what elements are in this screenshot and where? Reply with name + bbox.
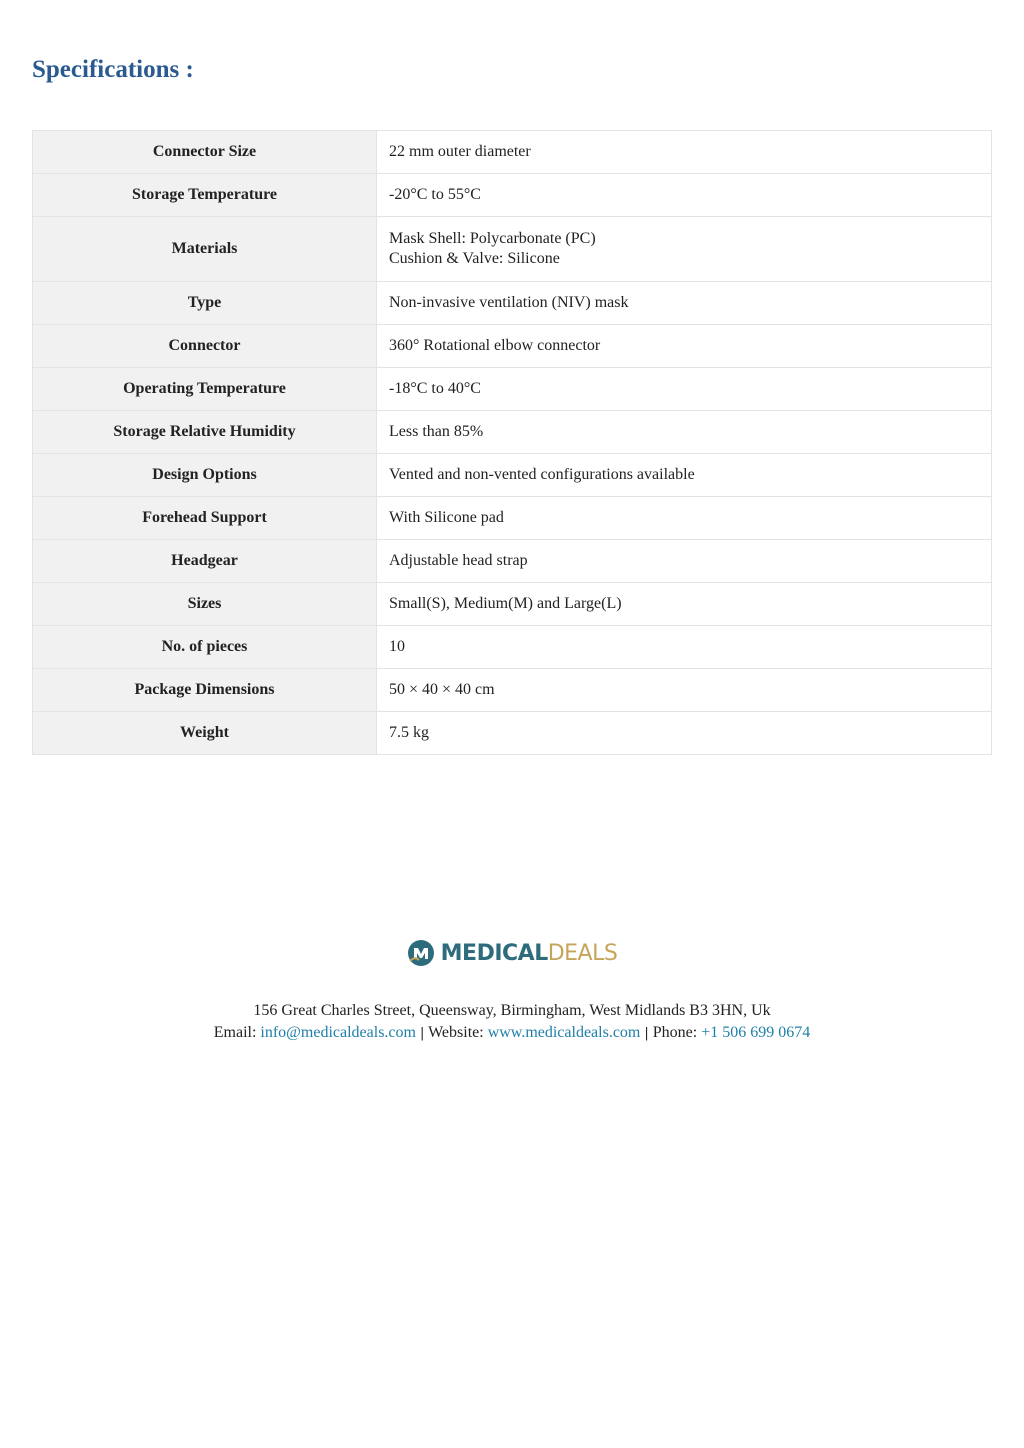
table-row (33, 540, 992, 583)
company-logo (407, 936, 618, 970)
spec-label: Forehead Support (33, 497, 377, 540)
table-row (33, 217, 992, 282)
spec-label: Sizes (33, 583, 377, 626)
table-row (33, 626, 992, 669)
table-row (33, 712, 992, 755)
website-label: Website: (428, 1024, 484, 1041)
spec-label: Operating Temperature (33, 368, 377, 411)
spec-label: Headgear (33, 540, 377, 583)
spec-label: Connector (33, 325, 377, 368)
spec-value: Non-invasive ventilation (NIV) mask (377, 282, 992, 325)
page-title: Specifications : (32, 56, 194, 83)
separator: | (419, 1026, 425, 1041)
footer (0, 936, 1024, 1045)
table-row (33, 497, 992, 540)
contact-line (0, 1022, 1024, 1045)
table-row (33, 583, 992, 626)
spec-value: 360° Rotational elbow connector (377, 325, 992, 368)
table-row (33, 368, 992, 411)
spec-value: With Silicone pad (377, 497, 992, 540)
medical-deals-logo-icon (407, 939, 435, 967)
email-link[interactable]: info@medicaldeals.com (260, 1024, 416, 1041)
table-row (33, 669, 992, 712)
spec-value-line: Cushion & Valve: Silicone (389, 250, 560, 267)
spec-value: 7.5 kg (377, 712, 992, 755)
spec-label: Materials (33, 217, 377, 282)
spec-value (377, 217, 992, 282)
spec-label: Type (33, 282, 377, 325)
spec-label: Storage Temperature (33, 174, 377, 217)
logo-wordmark: MEDICALDEALS (440, 940, 618, 966)
spec-value: -18°C to 40°C (377, 368, 992, 411)
table-row (33, 411, 992, 454)
table-row (33, 282, 992, 325)
contact-info (0, 1000, 1024, 1045)
table-row (33, 325, 992, 368)
phone-label: Phone: (652, 1024, 698, 1041)
spec-value: -20°C to 55°C (377, 174, 992, 217)
spec-value: 10 (377, 626, 992, 669)
spec-label: Storage Relative Humidity (33, 411, 377, 454)
spec-value: 50 × 40 × 40 cm (377, 669, 992, 712)
specifications-table (32, 130, 992, 755)
spec-label: Weight (33, 712, 377, 755)
address: 156 Great Charles Street, Queensway, Birmingham, West Midlands B3 3HN, Uk (253, 1002, 771, 1019)
spec-label: Design Options (33, 454, 377, 497)
spec-value: Adjustable head strap (377, 540, 992, 583)
spec-value: Vented and non-vented configurations available (377, 454, 992, 497)
spec-value: Less than 85% (377, 411, 992, 454)
table-row (33, 174, 992, 217)
spec-value-line: Mask Shell: Polycarbonate (PC) (389, 230, 596, 247)
spec-label: Connector Size (33, 131, 377, 174)
spec-value: Small(S), Medium(M) and Large(L) (377, 583, 992, 626)
spec-value: 22 mm outer diameter (377, 131, 992, 174)
spec-label: Package Dimensions (33, 669, 377, 712)
table-row (33, 454, 992, 497)
phone-link[interactable]: +1 506 699 0674 (701, 1024, 811, 1041)
table-row (33, 131, 992, 174)
email-label: Email: (213, 1024, 257, 1041)
website-link[interactable]: www.medicaldeals.com (487, 1024, 641, 1041)
separator: | (644, 1026, 649, 1041)
spec-label: No. of pieces (33, 626, 377, 669)
